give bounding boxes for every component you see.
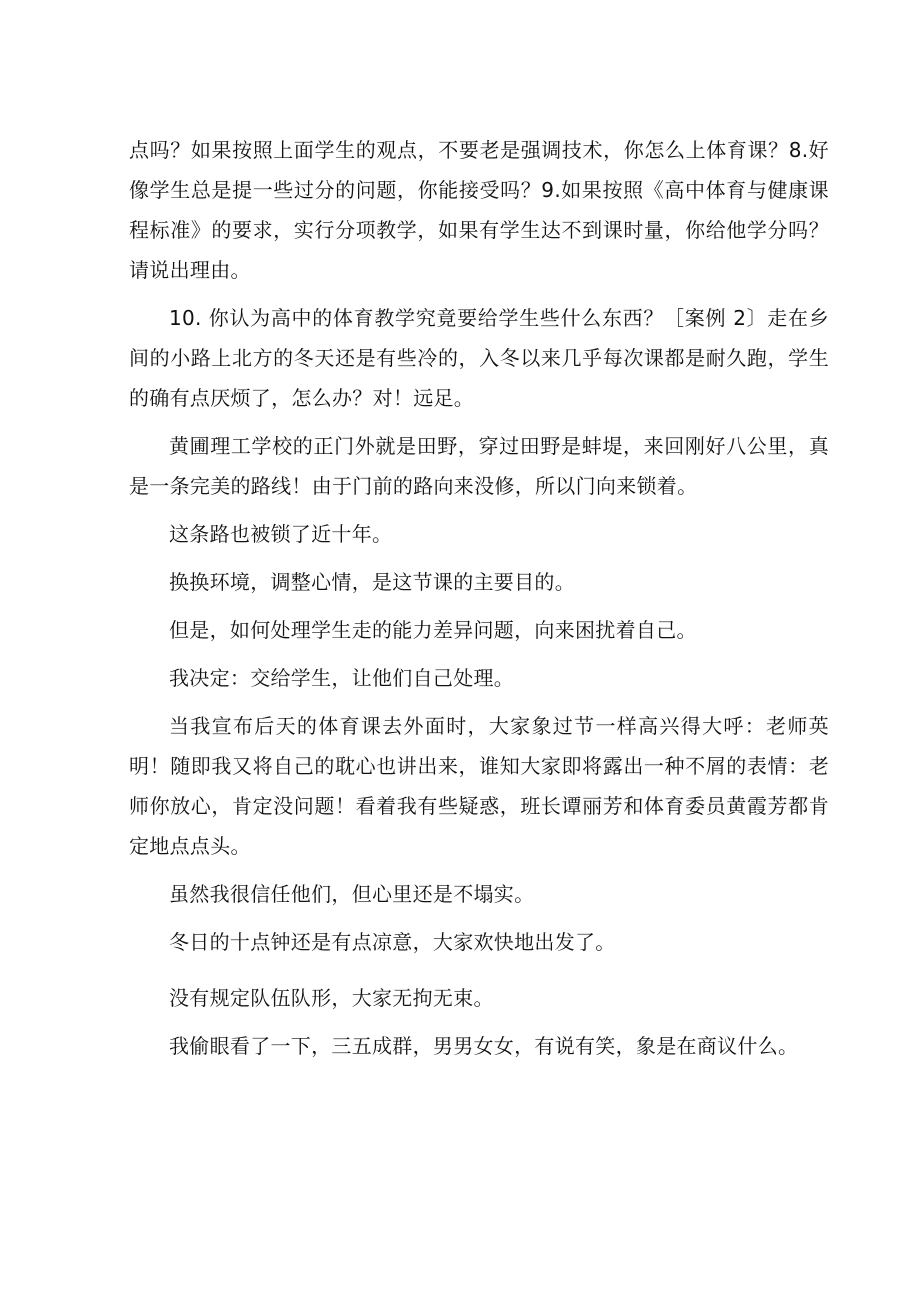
paragraph-route: 黄圃理工学校的正门外就是田野，穿过田野是蚌堤，来回刚好八公里，真是一条完美的路线！由于门前的路向来没修，所以门向来锁着。: [129, 434, 829, 498]
paragraph-decision: 我决定：交给学生，让他们自己处理。: [169, 666, 515, 690]
paragraph-questions-8-9: 点吗？如果按照上面学生的观点，不要老是强调技术，你怎么上体育课？8.好像学生总是提一些过分的问题，你能接受吗？9.如果按照《高中体育与健康课程标准》的要求，实行分项教学，如果有学生达不到课时量，你给他学分吗？请说出理由。: [129, 138, 829, 282]
paragraph-trust: 虽然我很信任他们，但心里还是不塌实。: [169, 882, 535, 906]
paragraph-question-10-case-2: 10. 你认为高中的体育教学究竟要给学生些什么东西？［案例 2〕走在乡间的小路上北方的冬天还是有些冷的，入冬以来几乎每次课都是耐久跑，学生的确有点厌烦了，怎么办？对！远足。: [129, 306, 829, 410]
paragraph-observation: 我偷眼看了一下，三五成群，男男女女，有说有笑，象是在商议什么。: [169, 1034, 799, 1058]
paragraph-departure: 冬日的十点钟还是有点凉意，大家欢快地出发了。: [169, 930, 616, 954]
paragraph-lesson-goal: 换换环境，调整心情，是这节课的主要目的。: [169, 570, 575, 594]
paragraph-ability-difference: 但是，如何处理学生走的能力差异问题，向来困扰着自己。: [169, 618, 697, 642]
paragraph-road-locked: 这条路也被锁了近十年。: [169, 522, 393, 546]
paragraph-no-formation: 没有规定队伍队形，大家无拘无束。: [169, 986, 494, 1010]
document-page: [129, 130, 829, 1066]
paragraph-announcement: 当我宣布后天的体育课去外面时，大家象过节一样高兴得大呼：老师英明！随即我又将自己的耽心也讲出来，谁知大家即将露出一种不屑的表情：老师你放心，肯定没问题！看着我有些疑惑，班长谭丽芳和体育委员黄霞芳都肯定地点点头。: [129, 714, 829, 858]
